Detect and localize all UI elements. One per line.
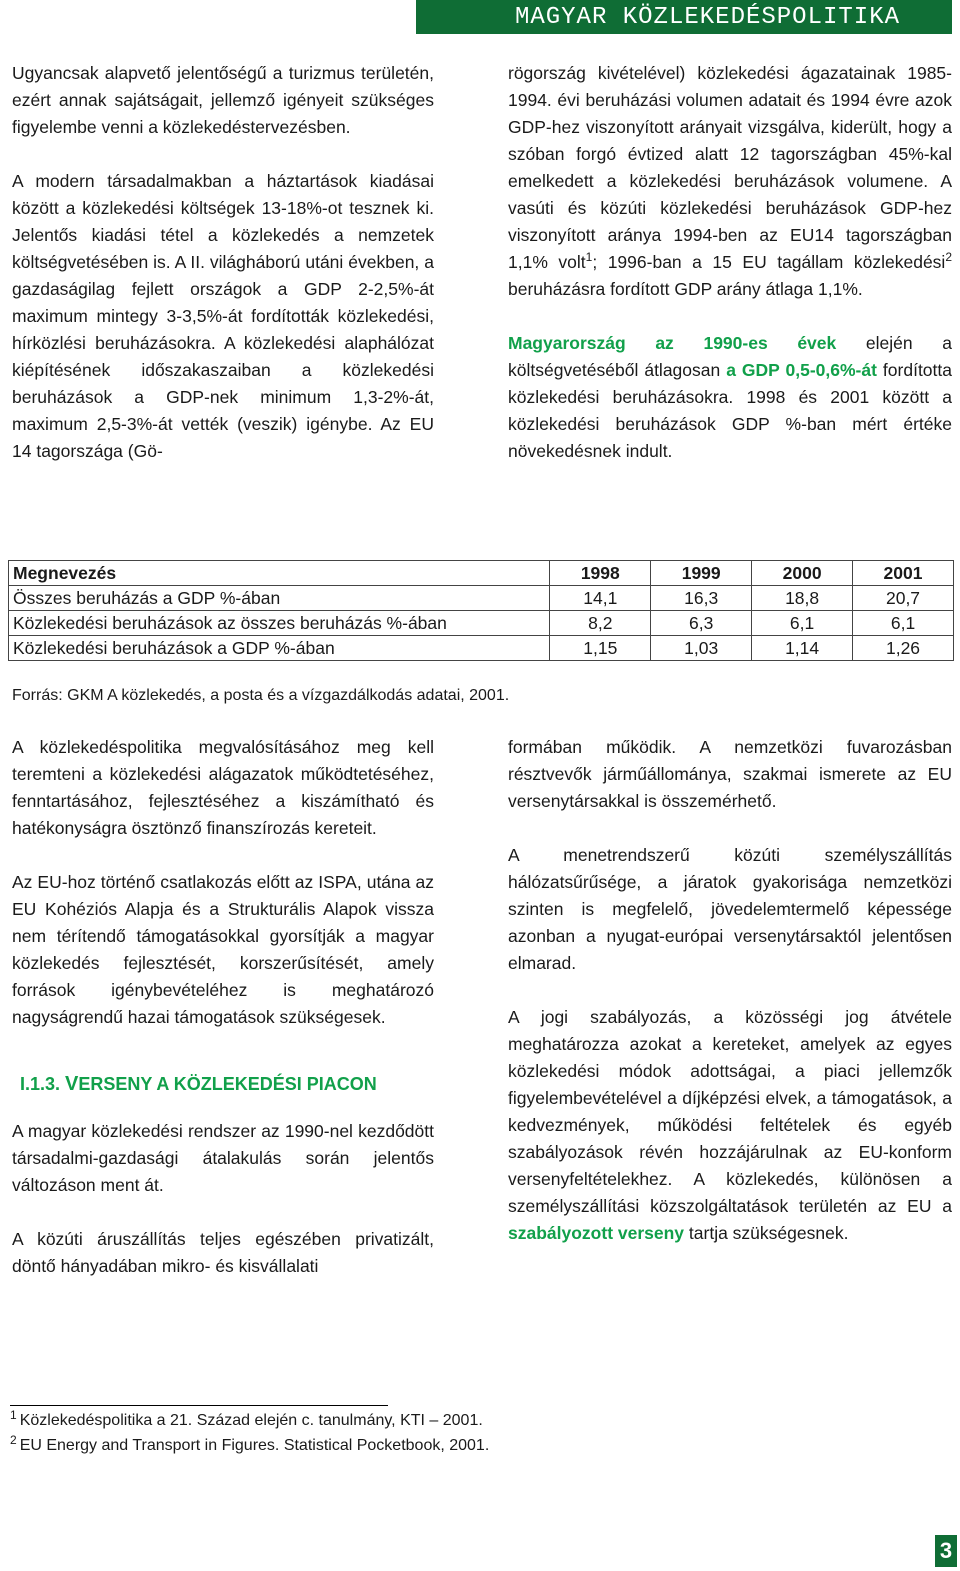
paragraph: formában működik. A nemzetközi fuvarozásban résztvevők járműállománya, szakmai ismerete az EU versenytársakkal is összemérhető. — [508, 737, 952, 811]
table-cell: 6,3 — [651, 611, 752, 636]
table-cell: 14,1 — [550, 586, 651, 611]
footnote-number: 1 — [10, 1407, 17, 1422]
table-header-cell: 1998 — [550, 561, 651, 586]
top-right-column — [508, 60, 952, 465]
bottom-right-column — [508, 734, 952, 1247]
table-cell: 8,2 — [550, 611, 651, 636]
table-cell: Közlekedési beruházások a GDP %-ában — [9, 636, 550, 661]
table-source: Forrás: GKM A közlekedés, a posta és a vízgazdálkodás adatai, 2001. — [12, 687, 510, 704]
paragraph: A menetrendszerű közúti személyszállítás hálózatsűrűsége, a járatok gyakorisága nemzetközi szinten is megfelelő, jövedelemtermelő képessége azonban a nyugat-európai versenytársaktól jelentősen elmarad. — [508, 845, 952, 973]
table-cell: 6,1 — [853, 611, 954, 636]
text-run: A jogi szabályozás, a közösségi jog átvétele meghatározza azokat a kereteket, amelyek az egyes közlekedési módok adottságai, a piaci jellemzők figyelembevételével a díjképzési elvek, a támogatások, a kedvezmények, működési feltételek és egyéb szabályozások révén hozzájárulnak az EU-konform versenyfeltételekhez. A közlekedés, különösen a személyszállítási közszolgáltatások területén az EU a — [508, 1007, 952, 1216]
footnote-text: EU Energy and Transport in Figures. Statistical Pocketbook, 2001. — [19, 1437, 490, 1454]
table-cell: Közlekedési beruházások az összes beruházás %-ában — [9, 611, 550, 636]
table-header-cell: 1999 — [651, 561, 752, 586]
table-cell: 18,8 — [752, 586, 853, 611]
highlight-text: szabályozott verseny — [508, 1223, 685, 1243]
table-cell: 20,7 — [853, 586, 954, 611]
table-header-row — [9, 561, 954, 586]
footnote-ref-2[interactable]: 2 — [945, 250, 952, 265]
text-run: beruházásra fordított GDP arány átlaga 1,1% — [508, 279, 858, 299]
section-title: ERSENY A KÖZLEKEDÉSI PIACON — [78, 1074, 377, 1094]
table-cell: 16,3 — [651, 586, 752, 611]
paragraph: A közlekedéspolitika megvalósításához meg kell teremteni a közlekedési alágazatok működtetéséhez, fenntartásához, fejlesztéséhez a kiszámítható és hatékonyságra ösztönző finanszírozás kereteit. — [12, 737, 434, 838]
table-cell: Összes beruházás a GDP %-ában — [9, 586, 550, 611]
section-number: I.1.3. — [20, 1074, 66, 1094]
text-run: . — [857, 279, 863, 299]
table-cell: 1,15 — [550, 636, 651, 661]
paragraph — [508, 1004, 952, 1247]
paragraph: Az EU-hoz történő csatlakozás előtt az ISPA, utána az EU Kohéziós Alapja és a Strukturális Alapok vissza nem térítendő támogatásokkal gyorsítják a magyar közlekedés fejlesztését, korszerűsítését, amely források igénybevételéhez is meghatározó nagyságrendű hazai támogatások szükségesek. — [12, 872, 434, 1027]
paragraph: A közúti áruszállítás teljes egészében privatizált, döntő hányadában mikro- és kisvállalati — [12, 1229, 434, 1276]
table-row — [9, 636, 954, 661]
text-run: fordította közlekedési beruházásokra. 1998 és 2001 között a közlekedési beruházások GDP %-ban mért értéke növekedésnek indult. — [508, 360, 952, 461]
text-run: rögország kivételével) közlekedési ágazatainak 1985-1994. évi beruházási volumen adatait és 1994 évre azok GDP-hez viszonyított arányait vizsgálva, kiderült, hogy a szóban forgó évtized alatt 12 tagországban 45%-kal emelkedett a közlekedési beruházások volumene. A vasúti és közúti közlekedési beruházások GDP-hez viszonyított aránya 1994-ben az EU14 tagországban 1,1% volt — [508, 63, 952, 272]
table-header-cell: 2001 — [853, 561, 954, 586]
top-left-column — [12, 60, 434, 465]
text-run: elején a költségvetéséből átlagosan — [508, 333, 952, 380]
text-run: tartja szükségesnek. — [684, 1223, 849, 1243]
table-cell: 1,03 — [651, 636, 752, 661]
table-cell: 1,14 — [752, 636, 853, 661]
running-header-title: MAGYAR KÖZLEKEDÉSPOLITIKA — [514, 4, 900, 31]
paragraph: Ugyancsak alapvető jelentőségű a turizmus területén, ezért annak sajátságait, jellemző igényeit szükséges figyelembe venni a közlekedéstervezésben. — [12, 63, 434, 137]
highlight-text: a GDP 0,5-0,6%-át — [726, 360, 877, 380]
text-run: ; 1996-ban a 15 EU tagállam közlekedési — [592, 252, 946, 272]
paragraph: A magyar közlekedési rendszer az 1990-nel kezdődött társadalmi-gazdasági átalakulás során jelentős változáson ment át. — [12, 1121, 434, 1195]
footnote-2 — [10, 1432, 490, 1457]
footnote-number: 2 — [10, 1432, 17, 1447]
footnote-divider — [10, 1405, 388, 1406]
table-cell: 6,1 — [752, 611, 853, 636]
section-heading — [20, 1071, 434, 1098]
header-bar — [416, 0, 952, 34]
table-row — [9, 611, 954, 636]
table-row — [9, 586, 954, 611]
footnote-1 — [10, 1407, 483, 1432]
paragraph — [508, 330, 952, 465]
table-header-cell: Megnevezés — [9, 561, 550, 586]
paragraph: A modern társadalmakban a háztartások kiadásai között a közlekedési költségek 13-18%-ot tesznek ki. Jelentős kiadási tétel a közlekedés a nemzetek költségvetésében is. A II. világháború utáni években, a gazdaságilag fejlett országok a GDP 2-2,5%-át maximum mintegy 3-3,5%-át fordították közlekedési, hírközlési beruházásokra. A közlekedési alaphálózat kiépítésének időszakaszaiban a közlekedési beruházások a GDP-nek minimum 1,3-2%-át, maximum 2,5-3%-át vették (veszik) igénybe. Az EU 14 tagországa (Gö- — [12, 171, 434, 461]
page-number: 3 — [935, 1535, 957, 1567]
table-cell: 1,26 — [853, 636, 954, 661]
highlight-text: Magyarország az 1990-es évek — [508, 333, 837, 353]
footnote-ref-1[interactable]: 1 — [585, 250, 593, 265]
paragraph — [508, 60, 952, 303]
footnote-text: Közlekedéspolitika a 21. Század elején c. tanulmány, KTI – 2001. — [19, 1412, 483, 1429]
bottom-left-column — [12, 734, 434, 1280]
table-header-cell: 2000 — [752, 561, 853, 586]
investment-table — [8, 560, 954, 661]
section-title-initial: V — [65, 1073, 79, 1095]
